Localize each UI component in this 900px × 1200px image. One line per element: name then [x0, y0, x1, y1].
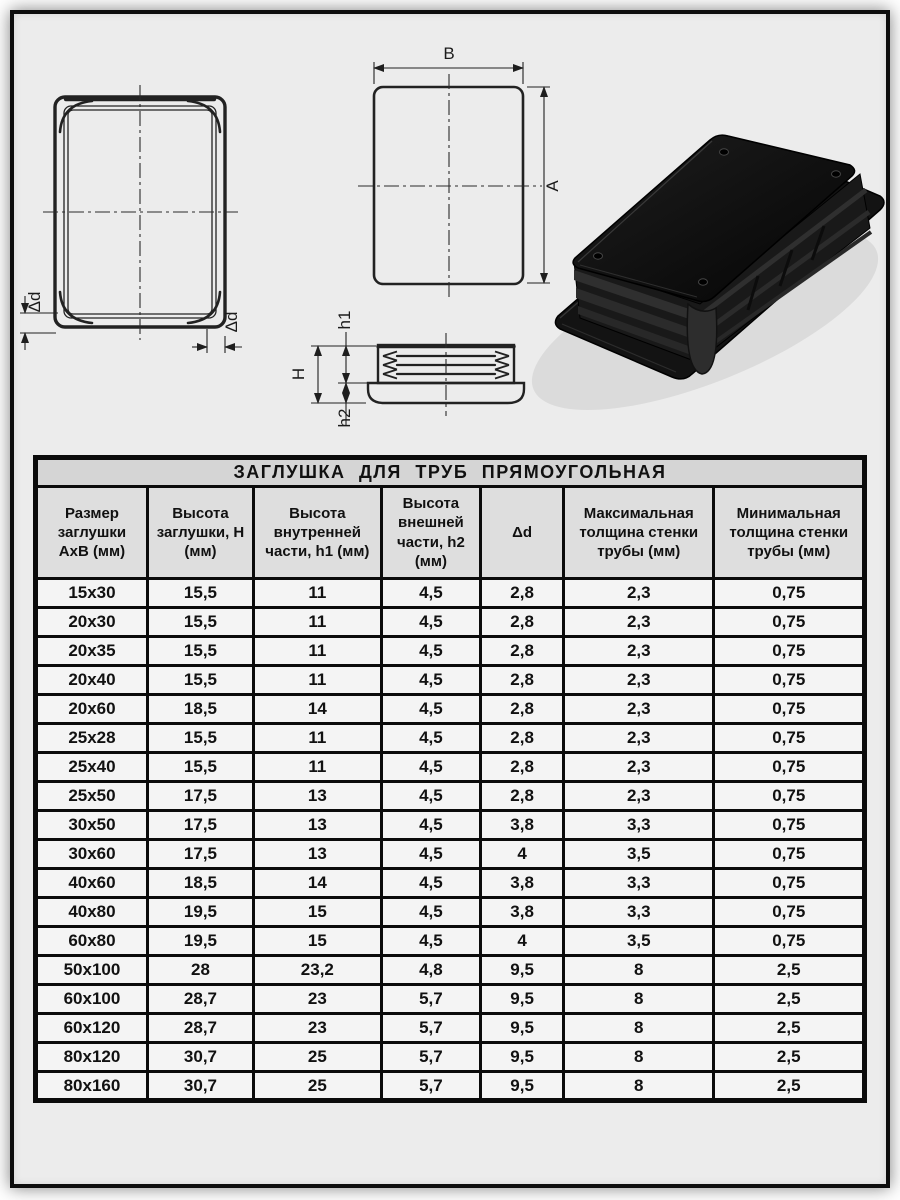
table-cell: 18,5 — [147, 695, 253, 724]
table-cell: 0,75 — [714, 782, 865, 811]
table-row — [36, 637, 865, 666]
table-cell: 9,5 — [481, 1072, 564, 1101]
table-cell: 3,5 — [564, 927, 714, 956]
table-cell: 4,5 — [381, 898, 480, 927]
table-cell: 17,5 — [147, 782, 253, 811]
table-cell: 0,75 — [714, 579, 865, 608]
table-cell: 14 — [254, 695, 382, 724]
table-cell: 2,3 — [564, 579, 714, 608]
corner-hole — [832, 171, 841, 177]
table-cell: 4,5 — [381, 811, 480, 840]
table-cell: 0,75 — [714, 840, 865, 869]
table-cell: 4,5 — [381, 724, 480, 753]
table-cell: 2,5 — [714, 1072, 865, 1101]
table-cell: 8 — [564, 956, 714, 985]
table-cell: 4,5 — [381, 782, 480, 811]
table-title: ЗАГЛУШКА ДЛЯ ТРУБ ПРЯМОУГОЛЬНАЯ — [36, 458, 865, 487]
table-cell: 25x40 — [36, 753, 148, 782]
table-cell: 4,5 — [381, 666, 480, 695]
table-cell: 0,75 — [714, 608, 865, 637]
col-header-size: Размер заглушки АхВ (мм) — [36, 487, 148, 579]
table-cell: 25 — [254, 1043, 382, 1072]
profile-view-drawing — [289, 311, 524, 428]
table-cell: 40x80 — [36, 898, 148, 927]
table-cell: 2,3 — [564, 782, 714, 811]
table-cell: 30x60 — [36, 840, 148, 869]
table-cell: 28,7 — [147, 985, 253, 1014]
table-cell: 2,3 — [564, 666, 714, 695]
table-cell: 13 — [254, 840, 382, 869]
dim-label-h: H — [289, 367, 308, 381]
table-cell: 19,5 — [147, 927, 253, 956]
table-cell: 19,5 — [147, 898, 253, 927]
table-row — [36, 782, 865, 811]
table-cell: 2,3 — [564, 695, 714, 724]
table-cell: 15,5 — [147, 637, 253, 666]
table-cell: 50x100 — [36, 956, 148, 985]
table-cell: 15,5 — [147, 666, 253, 695]
table-row — [36, 724, 865, 753]
table-cell: 2,5 — [714, 1014, 865, 1043]
table-cell: 4 — [481, 927, 564, 956]
table-cell: 40x60 — [36, 869, 148, 898]
table-cell: 13 — [254, 782, 382, 811]
col-header-max-wall: Максимальная толщина стенки трубы (мм) — [564, 487, 714, 579]
table-cell: 0,75 — [714, 869, 865, 898]
table-cell: 0,75 — [714, 898, 865, 927]
table-cell: 15x30 — [36, 579, 148, 608]
table-cell: 15,5 — [147, 579, 253, 608]
table-cell: 3,3 — [564, 898, 714, 927]
table-cell: 20x40 — [36, 666, 148, 695]
side-view-drawing — [358, 44, 562, 300]
dim-label-a: A — [543, 180, 562, 192]
table-cell: 14 — [254, 869, 382, 898]
table-cell: 5,7 — [381, 1072, 480, 1101]
table-cell: 4,5 — [381, 753, 480, 782]
table-cell: 4,8 — [381, 956, 480, 985]
table-cell: 30,7 — [147, 1072, 253, 1101]
table-cell: 4,5 — [381, 927, 480, 956]
table-cell: 60x100 — [36, 985, 148, 1014]
table-cell: 2,5 — [714, 1043, 865, 1072]
spec-table-body — [36, 579, 865, 1101]
table-cell: 80x160 — [36, 1072, 148, 1101]
table-cell: 9,5 — [481, 1014, 564, 1043]
table-cell: 15 — [254, 927, 382, 956]
table-row — [36, 1043, 865, 1072]
table-cell: 2,5 — [714, 985, 865, 1014]
table-row — [36, 927, 865, 956]
table-cell: 5,7 — [381, 985, 480, 1014]
table-cell: 60x120 — [36, 1014, 148, 1043]
technical-drawings — [0, 0, 900, 450]
table-cell: 30x50 — [36, 811, 148, 840]
table-cell: 2,8 — [481, 753, 564, 782]
table-row — [36, 695, 865, 724]
table-cell: 25x50 — [36, 782, 148, 811]
table-cell: 0,75 — [714, 927, 865, 956]
table-row — [36, 869, 865, 898]
table-cell: 15,5 — [147, 753, 253, 782]
table-cell: 2,3 — [564, 724, 714, 753]
table-cell: 0,75 — [714, 811, 865, 840]
table-cell: 9,5 — [481, 985, 564, 1014]
table-cell: 18,5 — [147, 869, 253, 898]
table-cell: 4 — [481, 840, 564, 869]
table-cell: 11 — [254, 637, 382, 666]
table-cell: 0,75 — [714, 724, 865, 753]
table-row — [36, 898, 865, 927]
table-row — [36, 985, 865, 1014]
table-cell: 20x30 — [36, 608, 148, 637]
table-cell: 11 — [254, 753, 382, 782]
table-cell: 2,3 — [564, 753, 714, 782]
table-cell: 8 — [564, 1043, 714, 1072]
table-cell: 11 — [254, 579, 382, 608]
table-cell: 2,8 — [481, 666, 564, 695]
table-cell: 25x28 — [36, 724, 148, 753]
table-row — [36, 811, 865, 840]
table-cell: 80x120 — [36, 1043, 148, 1072]
table-cell: 3,8 — [481, 898, 564, 927]
table-cell: 4,5 — [381, 840, 480, 869]
table-cell: 17,5 — [147, 811, 253, 840]
table-cell: 11 — [254, 608, 382, 637]
table-cell: 2,3 — [564, 637, 714, 666]
table-cell: 25 — [254, 1072, 382, 1101]
corner-hole — [720, 149, 729, 155]
table-cell: 3,5 — [564, 840, 714, 869]
col-header-inner-h1: Высота внутренней части, h1 (мм) — [254, 487, 382, 579]
table-cell: 2,8 — [481, 782, 564, 811]
table-cell: 15 — [254, 898, 382, 927]
table-cell: 2,8 — [481, 608, 564, 637]
corner-hole — [594, 253, 603, 259]
table-cell: 2,3 — [564, 608, 714, 637]
dim-label-dd-left: Δd — [25, 291, 44, 313]
table-cell: 23 — [254, 1014, 382, 1043]
dim-label-h1: h1 — [335, 310, 354, 330]
table-cell: 2,8 — [481, 724, 564, 753]
table-cell: 20x60 — [36, 695, 148, 724]
table-cell: 3,8 — [481, 811, 564, 840]
table-cell: 20x35 — [36, 637, 148, 666]
table-cell: 0,75 — [714, 666, 865, 695]
table-row — [36, 579, 865, 608]
table-row — [36, 1014, 865, 1043]
table-cell: 11 — [254, 666, 382, 695]
table-row — [36, 608, 865, 637]
front-view-drawing — [20, 85, 242, 353]
spec-table — [33, 455, 867, 1103]
table-cell: 60x80 — [36, 927, 148, 956]
dim-label-h2: h2 — [335, 408, 354, 428]
table-row — [36, 840, 865, 869]
table-cell: 15,5 — [147, 724, 253, 753]
table-cell: 23 — [254, 985, 382, 1014]
table-cell: 4,5 — [381, 608, 480, 637]
table-cell: 3,3 — [564, 811, 714, 840]
table-cell: 4,5 — [381, 637, 480, 666]
col-header-height-h: Высота заглушки, Н (мм) — [147, 487, 253, 579]
table-cell: 2,8 — [481, 637, 564, 666]
table-cell: 0,75 — [714, 753, 865, 782]
dim-label-b: B — [443, 44, 455, 63]
table-row — [36, 956, 865, 985]
table-cell: 9,5 — [481, 1043, 564, 1072]
table-cell: 15,5 — [147, 608, 253, 637]
table-cell: 5,7 — [381, 1043, 480, 1072]
table-cell: 13 — [254, 811, 382, 840]
table-cell: 11 — [254, 724, 382, 753]
table-cell: 5,7 — [381, 1014, 480, 1043]
col-header-outer-h2: Высота внешней части, h2 (мм) — [381, 487, 480, 579]
table-cell: 23,2 — [254, 956, 382, 985]
plug-3d-render — [510, 135, 900, 447]
table-row — [36, 1072, 865, 1101]
table-cell: 2,8 — [481, 695, 564, 724]
table-cell: 0,75 — [714, 637, 865, 666]
table-cell: 28,7 — [147, 1014, 253, 1043]
table-cell: 28 — [147, 956, 253, 985]
dim-label-dd-right: Δd — [222, 311, 241, 333]
table-row — [36, 753, 865, 782]
table-cell: 17,5 — [147, 840, 253, 869]
table-cell: 8 — [564, 1014, 714, 1043]
table-cell: 4,5 — [381, 579, 480, 608]
table-cell: 9,5 — [481, 956, 564, 985]
table-cell: 8 — [564, 985, 714, 1014]
table-row — [36, 666, 865, 695]
col-header-min-wall: Минимальная толщина стенки трубы (мм) — [714, 487, 865, 579]
table-cell: 30,7 — [147, 1043, 253, 1072]
table-cell: 3,3 — [564, 869, 714, 898]
table-cell: 0,75 — [714, 695, 865, 724]
table-cell: 4,5 — [381, 869, 480, 898]
table-cell: 3,8 — [481, 869, 564, 898]
corner-hole — [699, 279, 708, 285]
table-cell: 2,8 — [481, 579, 564, 608]
table-cell: 8 — [564, 1072, 714, 1101]
table-cell: 2,5 — [714, 956, 865, 985]
table-cell: 4,5 — [381, 695, 480, 724]
col-header-dd: Δd — [481, 487, 564, 579]
